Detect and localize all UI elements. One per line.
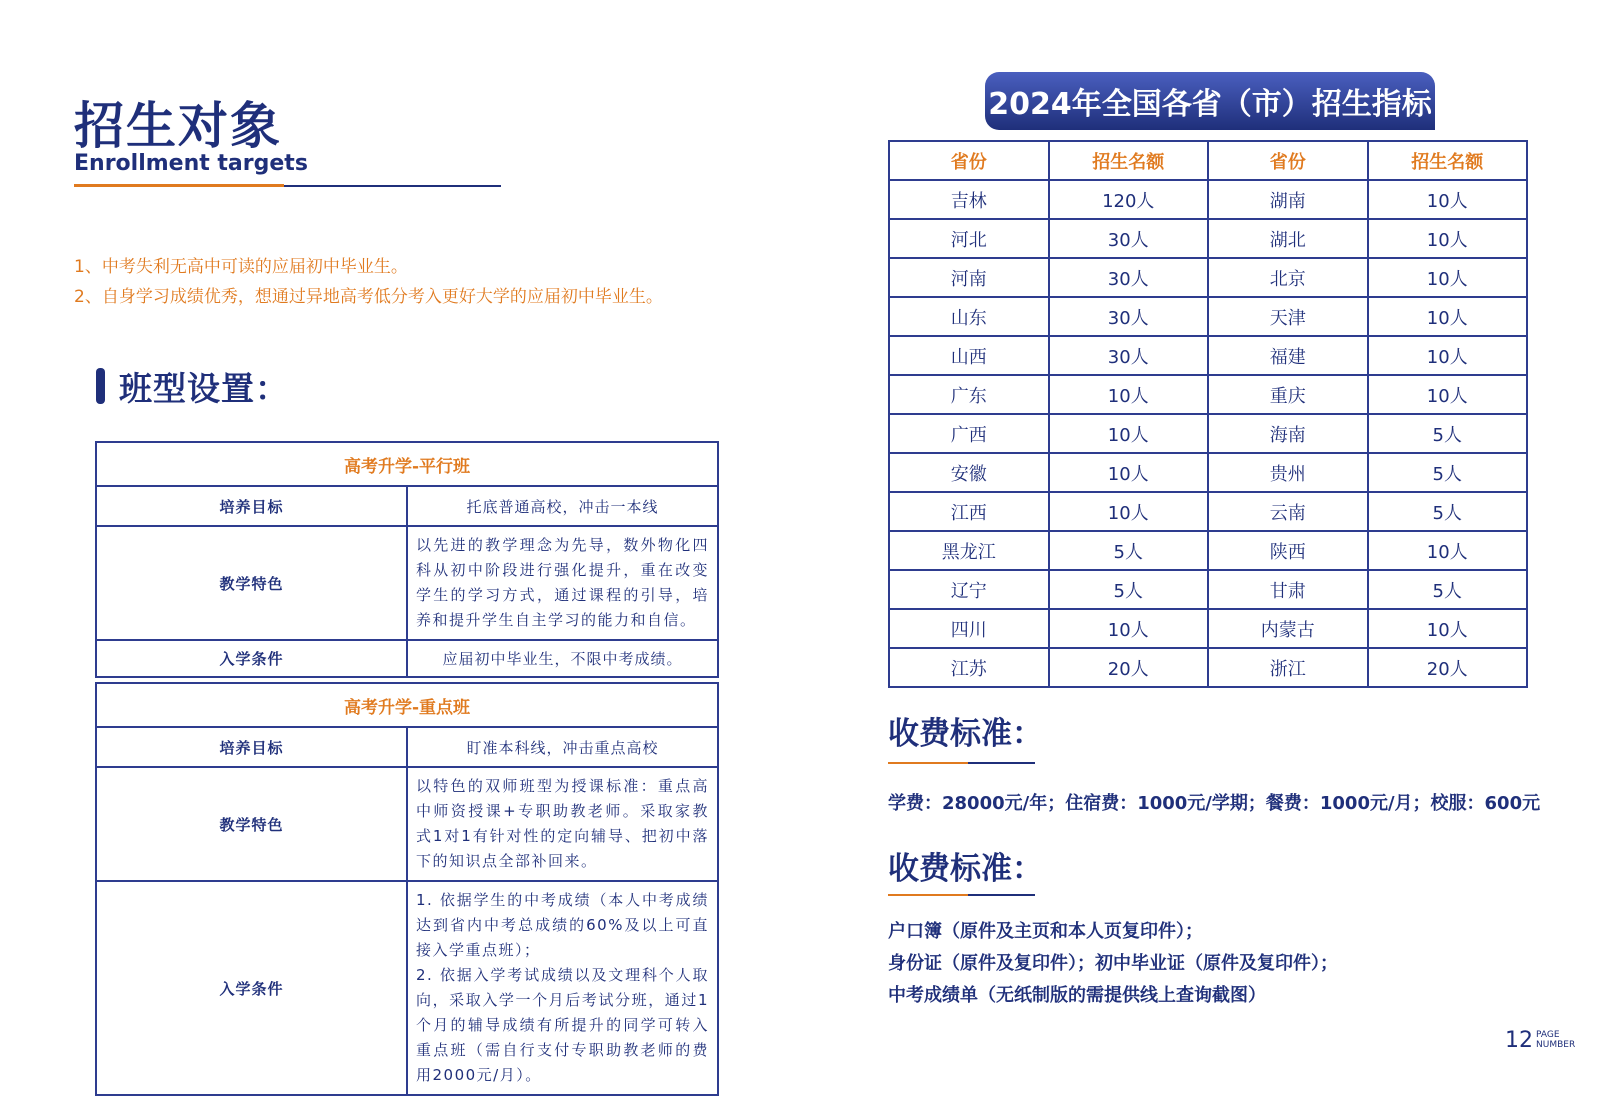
province-cell: 湖北: [1208, 219, 1368, 258]
province-cell: 贵州: [1208, 453, 1368, 492]
condition-item: 1. 依据学生的中考成绩（本人中考成绩达到省内中考总成绩的60%及以上可直接入学重点班）；: [416, 891, 709, 959]
quota-row: [889, 414, 1527, 453]
quota-table: [888, 140, 1528, 688]
quota-row: [889, 453, 1527, 492]
province-cell: 重庆: [1208, 375, 1368, 414]
province-cell: 黑龙江: [889, 531, 1049, 570]
province-cell: 安徽: [889, 453, 1049, 492]
row-value: 应届初中毕业生，不限中考成绩。: [407, 640, 718, 677]
quota-cell: 120人: [1049, 180, 1209, 219]
fees-underline: [968, 762, 1035, 764]
quota-row: [889, 375, 1527, 414]
quota-title: 2024年全国各省（市）招生指标: [985, 72, 1435, 130]
province-cell: 山东: [889, 297, 1049, 336]
province-cell: 江苏: [889, 648, 1049, 687]
page-label-line: PAGE: [1536, 1030, 1560, 1040]
quota-row: [889, 609, 1527, 648]
class-setup-title: 班型设置：: [119, 368, 289, 408]
fees-underline-accent: [888, 762, 968, 764]
province-cell: 河北: [889, 219, 1049, 258]
documents-underline-accent: [888, 894, 968, 896]
province-cell: 广东: [889, 375, 1049, 414]
class-table-title: 高考升学-重点班: [96, 683, 718, 727]
quota-header: 招生名额: [1368, 141, 1528, 180]
quota-row: [889, 219, 1527, 258]
province-cell: 广西: [889, 414, 1049, 453]
quota-cell: 30人: [1049, 219, 1209, 258]
document-item: 身份证（原件及复印件）；初中毕业证（原件及复印件）；: [888, 953, 1338, 974]
page-label-line: NUMBER: [1536, 1040, 1576, 1050]
quota-cell: 5人: [1368, 492, 1528, 531]
quota-cell: 10人: [1368, 297, 1528, 336]
documents-title: 收费标准：: [888, 851, 1043, 887]
quota-cell: 10人: [1368, 180, 1528, 219]
class-table-key: [95, 682, 719, 1096]
quota-cell: 10人: [1368, 336, 1528, 375]
row-label: 入学条件: [96, 881, 407, 1095]
quota-cell: 10人: [1368, 258, 1528, 297]
row-label: 教学特色: [96, 767, 407, 881]
quota-cell: 10人: [1368, 219, 1528, 258]
quota-row: [889, 531, 1527, 570]
enrollment-targets-list: [74, 252, 663, 312]
province-cell: 浙江: [1208, 648, 1368, 687]
quota-cell: 20人: [1368, 648, 1528, 687]
target-item: 2、自身学习成绩优秀，想通过异地高考低分考入更好大学的应届初中毕业生。: [74, 287, 663, 307]
province-cell: 山西: [889, 336, 1049, 375]
quota-cell: 10人: [1049, 453, 1209, 492]
province-cell: 四川: [889, 609, 1049, 648]
quota-cell: 30人: [1049, 336, 1209, 375]
target-item: 1、中考失利无高中可读的应届初中毕业生。: [74, 257, 408, 277]
quota-row: [889, 180, 1527, 219]
quota-cell: 10人: [1049, 414, 1209, 453]
quota-cell: 5人: [1368, 453, 1528, 492]
documents-underline: [968, 894, 1035, 896]
quota-table-body: [889, 180, 1527, 687]
province-cell: 天津: [1208, 297, 1368, 336]
province-cell: 北京: [1208, 258, 1368, 297]
quota-row: [889, 492, 1527, 531]
row-value: 盯准本科线，冲击重点高校: [407, 727, 718, 767]
quota-header: 招生名额: [1049, 141, 1209, 180]
quota-row: [889, 336, 1527, 375]
province-cell: 湖南: [1208, 180, 1368, 219]
page-number-label: [1536, 1030, 1575, 1050]
province-cell: 吉林: [889, 180, 1049, 219]
quota-cell: 10人: [1368, 531, 1528, 570]
quota-header: 省份: [889, 141, 1049, 180]
document-item: 中考成绩单（无纸制版的需提供线上查询截图）: [888, 985, 1266, 1006]
row-value: 以特色的双师班型为授课标准：重点高中师资授课+专职助教老师。采取家教式1对1有针对性的定向辅导、把初中落下的知识点全部补回来。: [407, 767, 718, 881]
row-value: 以先进的教学理念为先导，数外物化四科从初中阶段进行强化提升，重在改变学生的学习方式，通过课程的引导，培养和提升学生自主学习的能力和自信。: [407, 526, 718, 640]
row-label: 培养目标: [96, 486, 407, 526]
quota-row: [889, 258, 1527, 297]
quota-cell: 10人: [1049, 609, 1209, 648]
quota-cell: 5人: [1368, 414, 1528, 453]
province-cell: 海南: [1208, 414, 1368, 453]
quota-cell: 20人: [1049, 648, 1209, 687]
fees-title: 收费标准：: [888, 716, 1043, 752]
condition-item: 2. 依据入学考试成绩以及文理科个人取向，采取入学一个月后考试分班，通过1个月的辅导成绩有所提升的同学可转入重点班（需自行支付专职助教老师的费用2000元/月）。: [416, 966, 709, 1084]
quota-row: [889, 570, 1527, 609]
province-cell: 陕西: [1208, 531, 1368, 570]
page-number: 12: [1505, 1028, 1533, 1053]
document-item: 户口簿（原件及主页和本人页复印件）；: [888, 921, 1203, 942]
page-subtitle: Enrollment targets: [74, 151, 308, 176]
title-underline: [284, 185, 501, 187]
quota-cell: 5人: [1368, 570, 1528, 609]
quota-row: [889, 648, 1527, 687]
class-setup-heading: [96, 366, 289, 406]
province-cell: 云南: [1208, 492, 1368, 531]
row-value: 托底普通高校，冲击一本线: [407, 486, 718, 526]
row-label: 培养目标: [96, 727, 407, 767]
heading-bar-icon: [96, 368, 105, 404]
fees-text: 学费：28000元/年；住宿费：1000元/学期；餐费：1000元/月；校服：600元: [888, 793, 1541, 814]
documents-list: [888, 916, 1338, 1012]
quota-cell: 30人: [1049, 297, 1209, 336]
quota-cell: 5人: [1049, 570, 1209, 609]
class-table-title: 高考升学-平行班: [96, 442, 718, 486]
title-underline-accent: [74, 184, 284, 187]
quota-cell: 10人: [1368, 609, 1528, 648]
quota-cell: 10人: [1368, 375, 1528, 414]
province-cell: 辽宁: [889, 570, 1049, 609]
quota-row: [889, 297, 1527, 336]
row-value: [407, 881, 718, 1095]
page-title: 招生对象: [74, 97, 282, 155]
province-cell: 甘肃: [1208, 570, 1368, 609]
class-table-parallel: [95, 441, 719, 678]
row-label: 教学特色: [96, 526, 407, 640]
province-cell: 江西: [889, 492, 1049, 531]
province-cell: 福建: [1208, 336, 1368, 375]
row-label: 入学条件: [96, 640, 407, 677]
quota-cell: 30人: [1049, 258, 1209, 297]
quota-header: 省份: [1208, 141, 1368, 180]
quota-cell: 10人: [1049, 375, 1209, 414]
province-cell: 河南: [889, 258, 1049, 297]
quota-cell: 10人: [1049, 492, 1209, 531]
province-cell: 内蒙古: [1208, 609, 1368, 648]
quota-cell: 5人: [1049, 531, 1209, 570]
